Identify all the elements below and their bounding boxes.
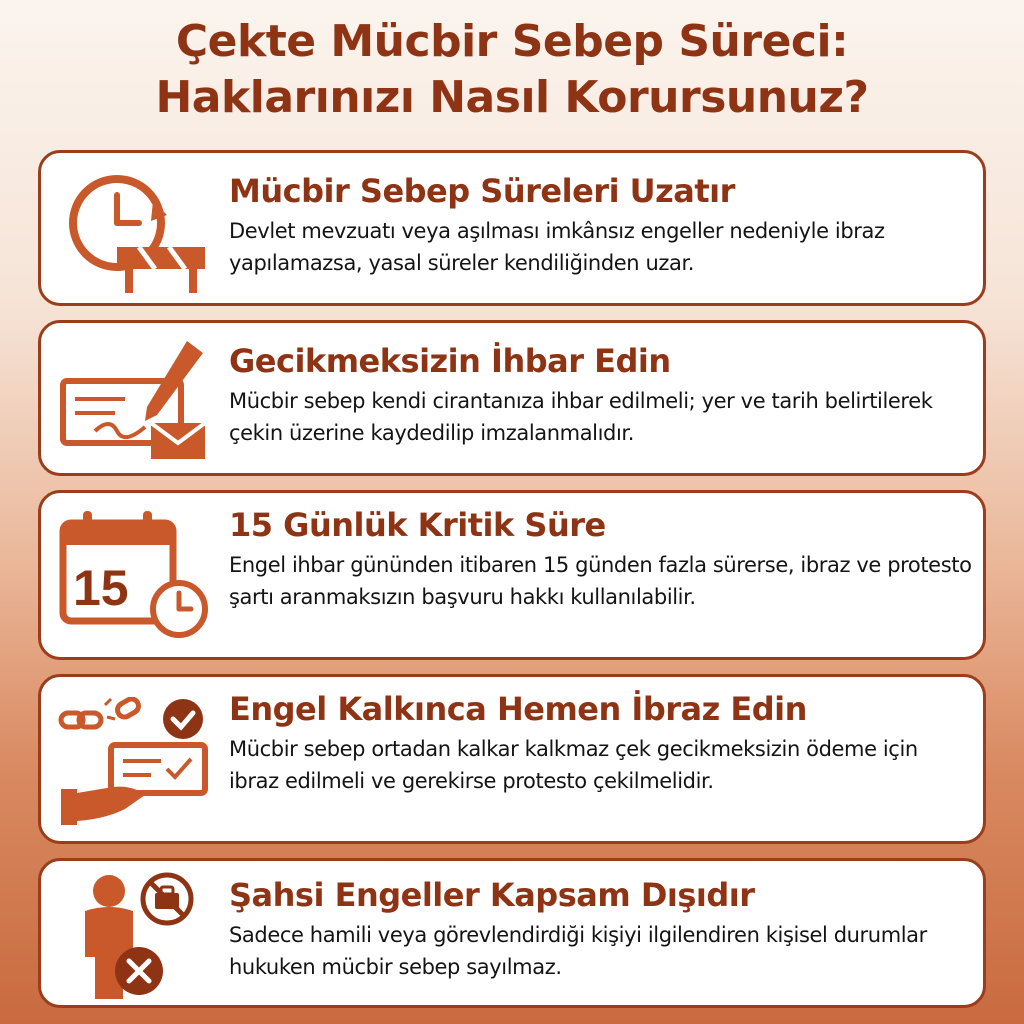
check-pen-envelope-icon <box>55 333 215 463</box>
card-body: Mücbir sebep kendi cirantanıza ihbar edilmeli; yer ve tarih belirtilerek çekin üzerine kaydedilip imzalanmalıdır. <box>229 389 933 445</box>
card-heading: Gecikmeksizin İhbar Edin <box>229 342 671 380</box>
card-body: Devlet mevzuatı veya aşılması imkânsız engeller nedeniyle ibraz yapılamazsa, yasal süreler kendiliğinden uzar. <box>229 219 885 275</box>
card-15-day-period <box>38 490 986 660</box>
card-personal-obstacles-excluded <box>38 858 986 1008</box>
calendar-15-clock-icon <box>55 509 215 639</box>
card-heading: 15 Günlük Kritik Süre <box>229 506 606 544</box>
card-body: Sadece hamili veya görevlendirdiği kişiyi ilgilendiren kişisel durumlar hukuken mücbir sebep sayılmaz. <box>229 923 927 979</box>
card-body: Engel ihbar gününden itibaren 15 günden fazla sürerse, ibraz ve protesto şartı aranmaksızın başvuru hakkı kullanılabilir. <box>229 553 972 609</box>
page-title-line-2: Haklarınızı Nasıl Korursunuz? <box>155 72 869 123</box>
broken-chain-hand-check-icon <box>55 697 215 827</box>
card-notify-promptly <box>38 320 986 476</box>
person-no-briefcase-icon <box>55 871 215 1001</box>
card-body: Mücbir sebep ortadan kalkar kalkmaz çek gecikmeksizin ödeme için ibraz edilmeli ve gerekirse protesto çekilmelidir. <box>229 737 918 793</box>
card-force-majeure-extends <box>38 150 986 306</box>
clock-barrier-icon <box>55 165 215 295</box>
card-heading: Engel Kalkınca Hemen İbraz Edin <box>229 690 807 728</box>
calendar-number: 15 <box>73 560 129 616</box>
card-heading: Mücbir Sebep Süreleri Uzatır <box>229 172 735 210</box>
page-title-line-1: Çekte Mücbir Sebep Süreci: <box>175 16 849 67</box>
card-heading: Şahsi Engeller Kapsam Dışıdır <box>229 876 755 914</box>
page-title <box>0 14 1024 126</box>
card-present-when-cleared <box>38 674 986 844</box>
